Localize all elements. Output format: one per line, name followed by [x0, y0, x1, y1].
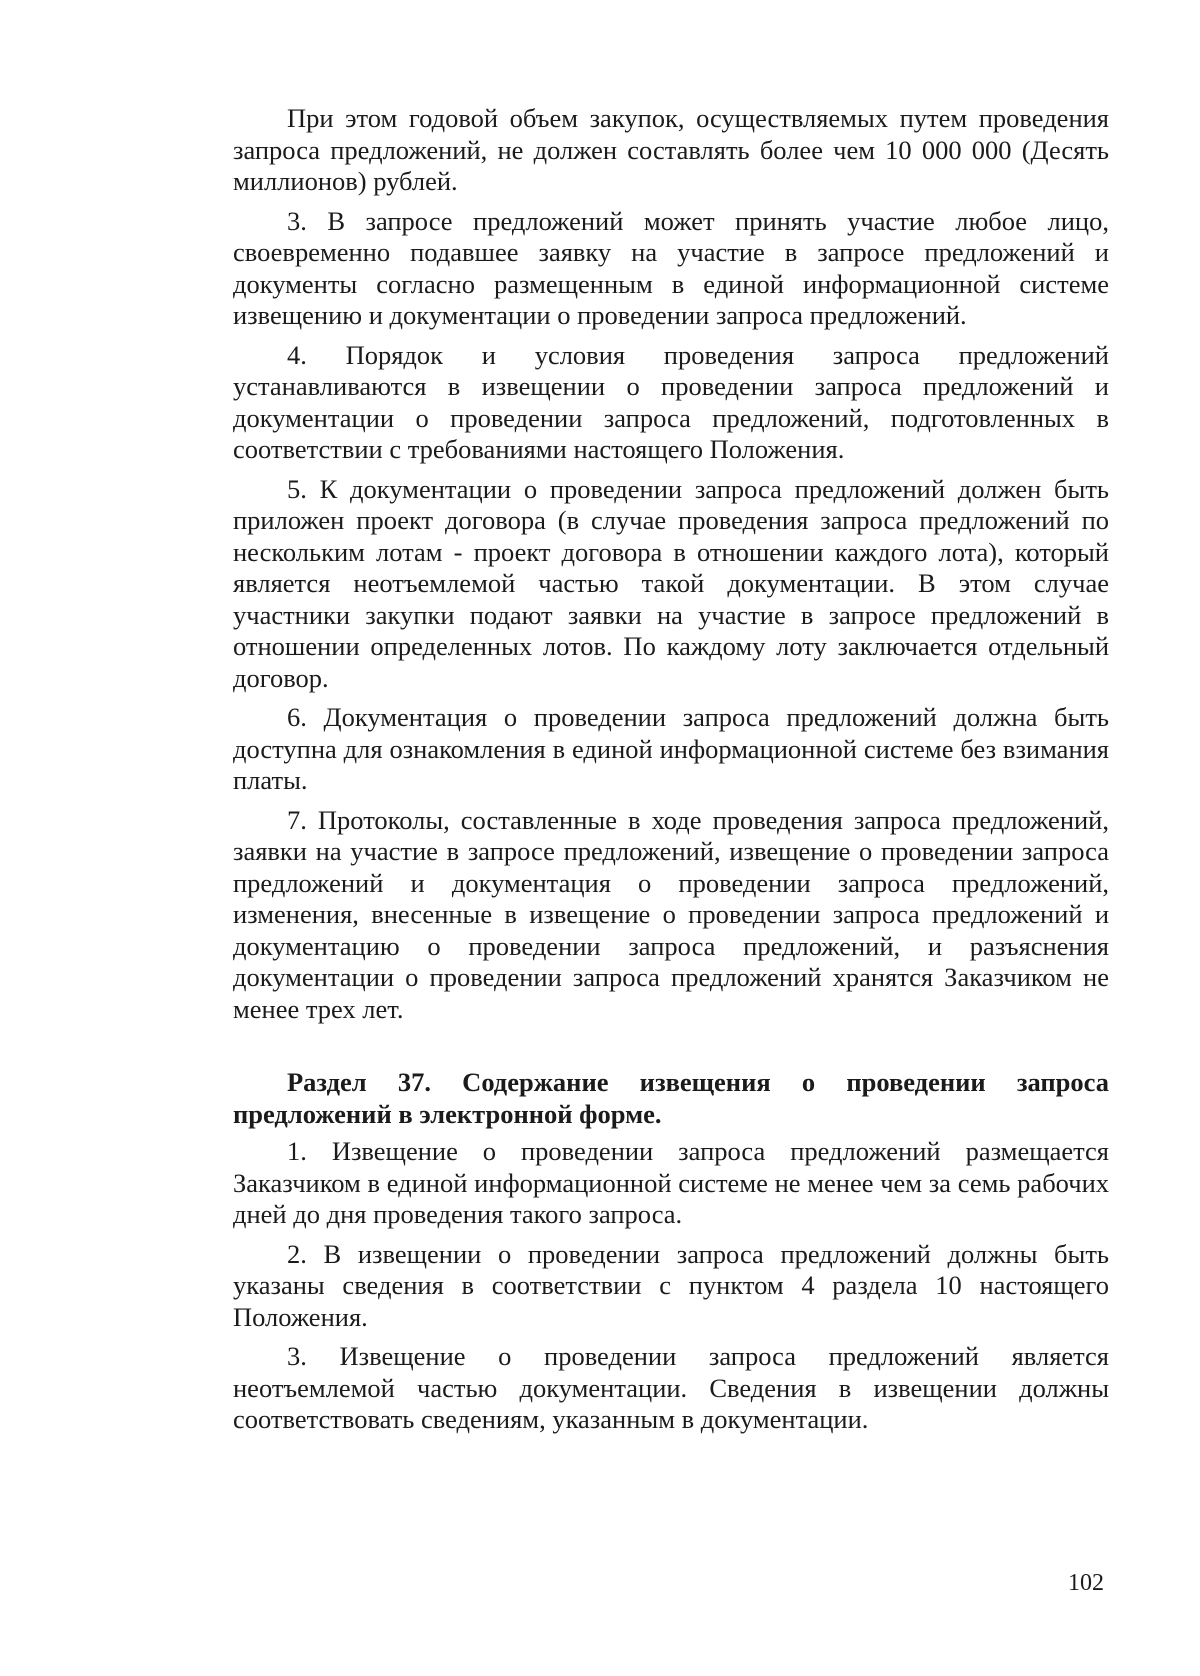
- paragraph-item-4: 4. Порядок и условия проведения запроса предложений устанавливаются в извещении о проведении запроса предложений и документации о проведении запроса предложений, подготовленных в соответствии с требованиями настоящего Положения.: [233, 339, 1109, 464]
- section-37-heading: Раздел 37. Содержание извещения о проведении запроса предложений в электронной форме.: [233, 1067, 1109, 1129]
- page-number: 102: [1068, 1570, 1104, 1596]
- section-37-paragraph-3: 3. Извещение о проведении запроса предложений является неотъемлемой частью документации. Сведения в извещении должны соответствовать сведениям, указанным в документации.: [233, 1341, 1109, 1434]
- paragraph-annual-volume: При этом годовой объем закупок, осуществляемых путем проведения запроса предложений, не должен составлять более чем 10 000 000 (Десять миллионов) рублей.: [233, 103, 1109, 196]
- paragraph-item-6: 6. Документация о проведении запроса предложений должна быть доступна для ознакомления в единой информационной системе без взимания платы.: [233, 702, 1109, 795]
- paragraph-item-3: 3. В запросе предложений может принять участие любое лицо, своевременно подавшее заявку на участие в запросе предложений и документы согласно размещенным в единой информационной системе извещению и документации о проведении запроса предложений.: [233, 205, 1109, 330]
- section-37-paragraph-2: 2. В извещении о проведении запроса предложений должны быть указаны сведения в соответствии с пунктом 4 раздела 10 настоящего Положения.: [233, 1238, 1109, 1332]
- document-body: [233, 103, 1109, 1444]
- paragraph-item-5: 5. К документации о проведении запроса предложений должен быть приложен проект договора (в случае проведения запроса предложений по нескольким лотам - проект договора в отношении каждого лота), который является неотъемлемой частью такой документации. В этом случае участники закупки подают заявки на участие в запросе предложений в отношении определенных лотов. По каждому лоту заключается отдельный договор.: [233, 473, 1109, 693]
- paragraph-item-7: 7. Протоколы, составленные в ходе проведения запроса предложений, заявки на участие в запросе предложений, извещение о проведении запроса предложений и документация о проведении запроса предложений, изменения, внесенные в извещение о проведении запроса предложений и документацию о проведении запроса предложений, и разъяснения документации о проведении запроса предложений хранятся Заказчиком не менее трех лет.: [233, 804, 1109, 1024]
- section-37-paragraph-1: 1. Извещение о проведении запроса предложений размещается Заказчиком в единой информационной системе не менее чем за семь рабочих дней до дня проведения такого запроса.: [233, 1136, 1109, 1229]
